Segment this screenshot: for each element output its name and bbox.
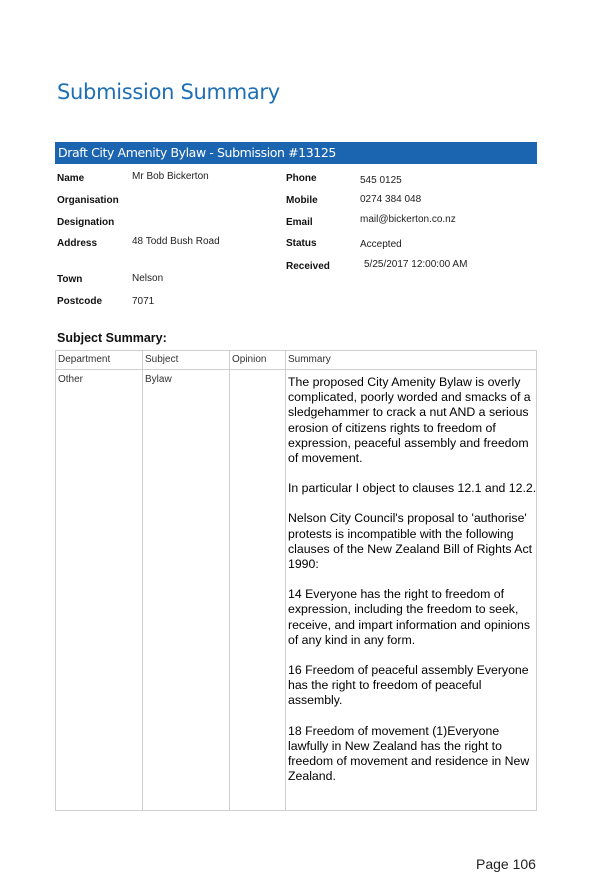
submission-banner: Draft City Amenity Bylaw - Submission #13125: [55, 142, 537, 164]
postcode-value: 7071: [132, 296, 155, 307]
page-number: Page 106: [476, 856, 536, 872]
subject-summary-table: [55, 350, 537, 811]
status-value: Accepted: [360, 239, 402, 250]
summary-cell: [288, 375, 538, 799]
received-label: Received: [286, 261, 330, 272]
summary-paragraph: In particular I object to clauses 12.1 and 12.2.: [288, 481, 537, 496]
email-value: mail@bickerton.co.nz: [360, 214, 456, 225]
organisation-label: Organisation: [57, 195, 119, 206]
postcode-label: Postcode: [57, 296, 103, 307]
column-header-subject: Subject: [145, 354, 179, 365]
phone-label: Phone: [286, 173, 317, 184]
address-label: Address: [57, 238, 98, 249]
column-divider: [229, 351, 230, 810]
summary-paragraph: Nelson City Council's proposal to 'authorise' protests is incompatible with the following clauses of the New Zealand Bill of Rights Act 1990:: [288, 511, 533, 572]
email-label: Email: [286, 217, 313, 228]
name-value: Mr Bob Bickerton: [132, 171, 209, 182]
town-value: Nelson: [132, 273, 164, 284]
page-title: Submission Summary: [57, 80, 280, 104]
summary-paragraph: 18 Freedom of movement (1)Everyone lawfully in New Zealand has the right to freedom of movement and residence in New Zealand.: [288, 723, 530, 784]
summary-paragraph: 16 Freedom of peaceful assembly Everyone has the right to freedom of peaceful assembly.: [288, 663, 529, 708]
mobile-value: 0274 384 048: [360, 194, 422, 205]
column-header-summary: Summary: [288, 354, 331, 365]
designation-label: Designation: [57, 217, 115, 228]
received-value: 5/25/2017 12:00:00 AM: [364, 259, 468, 270]
department-cell: Other: [58, 374, 84, 385]
summary-paragraph: The proposed City Amenity Bylaw is overly complicated, poorly worded and smacks of a sledgehammer to crack a nut AND a serious erosion of citizens rights to freedom of expression, peaceful assembly and freedom of movement.: [288, 375, 531, 466]
town-label: Town: [57, 274, 83, 285]
subject-summary-heading: Subject Summary:: [57, 331, 167, 345]
column-divider: [285, 351, 286, 810]
subject-cell: Bylaw: [145, 374, 172, 385]
column-header-department: Department: [58, 354, 111, 365]
phone-value: 545 0125: [360, 175, 402, 186]
status-label: Status: [286, 238, 317, 249]
name-label: Name: [57, 173, 85, 184]
address-value: 48 Todd Bush Road: [132, 236, 220, 247]
column-header-opinion: Opinion: [232, 354, 267, 365]
mobile-label: Mobile: [286, 195, 318, 206]
summary-paragraph: 14 Everyone has the right to freedom of expression, including the freedom to seek, receive, and impart information and opinions of any kind in any form.: [288, 587, 530, 647]
column-divider: [142, 351, 143, 810]
header-divider: [56, 369, 536, 370]
